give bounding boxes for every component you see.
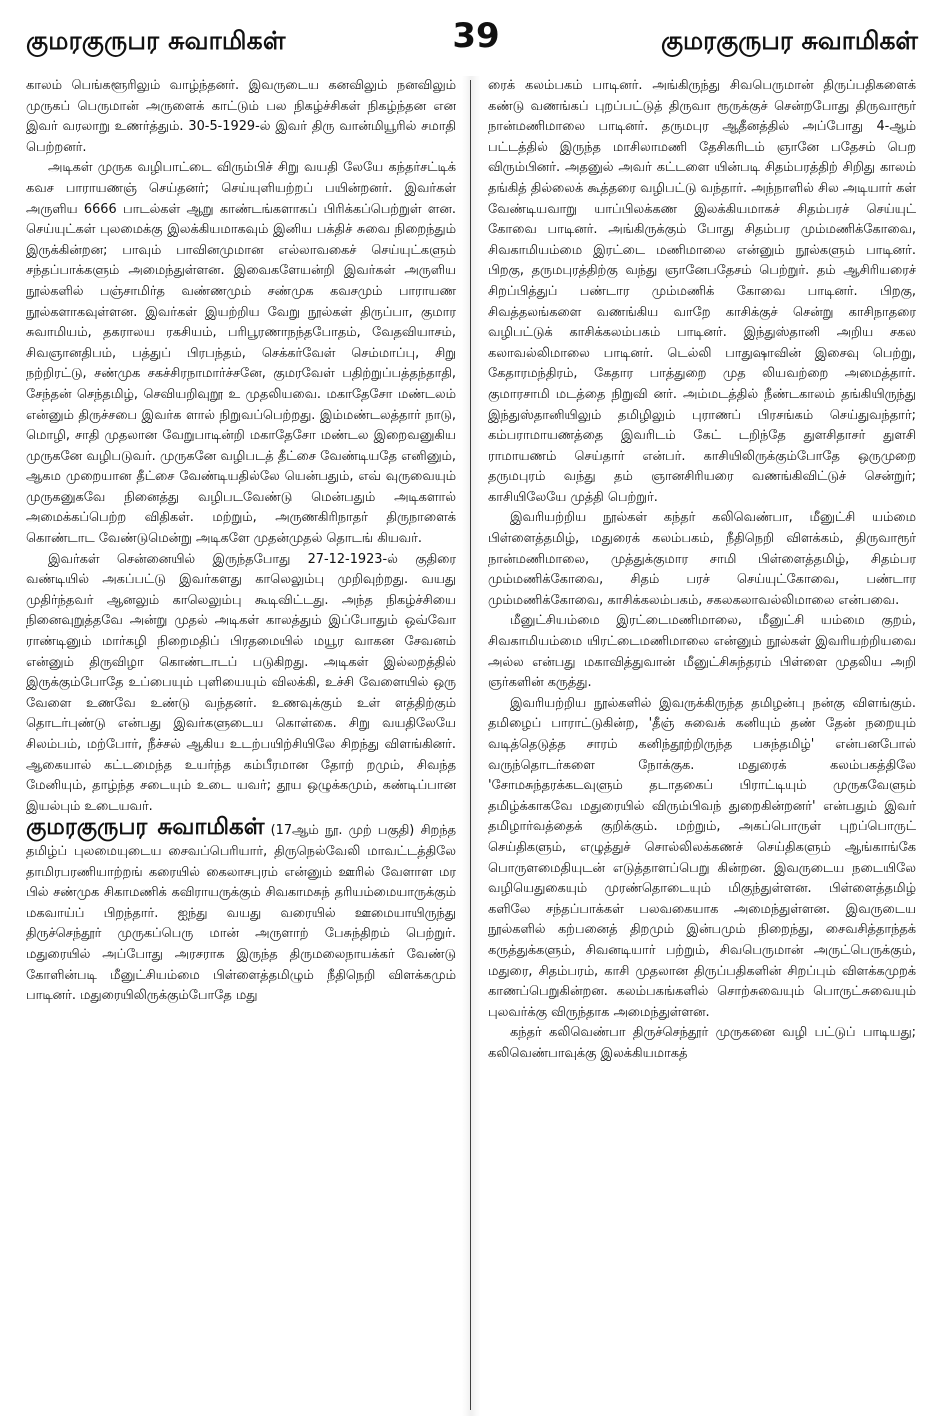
page-number: 39 [452, 16, 500, 56]
paragraph: காலம் பெங்களூரிலும் வாழ்ந்தனர். இவருடைய கனவிலும் நனவிலும் முருகப் பெருமான் அருளைக் காட்டும் பல நிகழ்ச்சிகள் நிகழ்ந்தன என இவர் வரலாறு உணர்த்தும். 30-5-1929-ல் இவர் திரு வான்மியூரில் சமாதி பெற்றனர். [26, 78, 456, 155]
left-column [26, 76, 456, 1007]
running-title-left: குமரகுருபர சுவாமிகள் [26, 26, 286, 55]
page-fold-shadow [462, 76, 480, 1416]
page-header [0, 0, 940, 70]
paragraph: அடிகள் முருக வழிபாட்டை விரும்பிச் சிறு வயதி லேயே கந்தர்சட்டிக் கவச பாராயணஞ் செய்தனர்; செய்யுளியற்றப் பயின்றனர். இவர்கள் அருளிய 6666 பாடல்கள் ஆறு காண்டங்களாகப் பிரிக்கப்பெற்றுள் ளன. செய்யுட்கள் புலமைக்கு இலக்கியமாகவும் இனிய பக்திச் சுவை நிறைந்தும் இருக்கின்றன; பாவும் பாவினமுமான எல்லாவகைச் செய்யுட்களும் சந்தப்பாக்களும் அமைந்துள்ளன. இவைகளேயன்றி இவர்கள் அருளிய நூல்களில் பஞ்சாமிர்த வண்ணமும் சண்முக கவசமும் பாராயண நூல்களாகவுள்ளன. இவர்கள் இயற்றிய வேறு நூல்கள் திருப்பா, குமார சுவாமியம், தகராலய ரகசியம், பரிபூரணாநந்தபோதம், வேதவியாசம், சிவஞானதிபம், பத்துப் பிரபந்தம், செக்கர்வேள் செம்மாப்பு, சிறு நற்றிரட்டு, சண்முக சகச்சிரநாமார்ச்சனே, குமரவேள் பதிற்றுப்பத்தந்தாதி, சேந்தன் செந்தமிழ், செவியறிவுறூ உ முதலியவை. மகாதேசோ மண்டலம் என்னும் திருச்சபை இவர்க ளால் நிறுவப்பெற்றது. இம்மண்டலத்தார் நாடு, மொழி, சாதி முதலான வேறுபாடின்றி மகாதேசோ மண்டல இறைவனுகிய முருகனே வழிபடுவர். முருகனே வழிபடத் தீட்சை வேண்டியதே எனினும், ஆகம முறையான தீட்சை வேண்டியதில்லே யென்பதும், எவ் வுருவையும் முருகனுகவே நினைத்து வழிபடவேண்டு மென்பதும் அடிகளால் அமைக்கப்பெற்ற விதிகள். மற்றும், அருணகிரிநாதர் திருநாளைக் கொண்டாட வேண்டுமென்று அடிகளே முதன்முதல் தொடங் கியவர். [26, 160, 456, 547]
entry-body: (17ஆம் நூ. முற் பகுதி) சிறந்த தமிழ்ப் புலமையுடைய சைவப்பெரியார், திருநெல்வேலி மாவட்டத்திலே தாமிரபரணியாற்றங் கரையில் கைலாசபுரம் என்னும் ஊரில் வேளாள மர பில் சண்முக சிகாமணிக் கவிராயருக்கும் சிவகாமசுந் தரியம்மையாருக்கும் மகவாய்ப் பிறந்தார். ஐந்து வயது வரையில் ஊமையாயிருந்து திருச்செந்தூர் முருகப்பெரு மான் அருளாற் பேசுந்திறம் பெற்றுர். மதுரையில் அப்போது அரசராக இருந்த திருமலைநாயக்கர் வேண்டு கோளின்படி மீனுட்சியம்மை பிள்ளைத்தமிழும் நீதிநெறி விளக்கமும் பாடினர். மதுரையிலிருக்கும்போதே மது [26, 823, 456, 1004]
paragraph: கந்தர் கலிவெண்பா திருச்செந்தூர் முருகனை வழி பட்டுப் பாடியது; கலிவெண்பாவுக்கு இலக்கியமாகத் [488, 1025, 916, 1061]
paragraph: இவர்கள் சென்னையில் இருந்தபோது 27-12-1923-ல் குதிரை வண்டியில் அகப்பட்டு இவர்களது காலெலும்பு முறிவுற்றது. வயது முதிர்ந்தவர் ஆனலும் காலெலும்பு கூடிவிட்டது. அந்த நிகழ்ச்சியை நினைவுறுத்தவே அன்று முதல் அடிகள் காலத்தும் இப்போதும் ஒவ்வோ ராண்டினும் மார்கழி நிறைமதிப் பிரதமையில் மயூர வாகன சேவனம் என்னும் திருவிழா கொண்டாடப் படுகிறது. அடிகள் இல்லறத்தில் இருக்கும்போதே உப்பையும் புளியையும் விலக்கி, உச்சி வேளையில் ஒரு வேளை உணவே உண்டு வந்தனர். உணவுக்கும் உள் ளத்திற்கும் தொடர்புண்டு என்பது இவர்களுடைய கொள்கை. சிறு வயதிலேயே சிலம்பம், மற்போர், நீச்சல் ஆகிய உடற்பயிற்சியிலே சிறந்து விளங்கினர். ஆகையால் கட்டமைந்த உயர்ந்த கம்பீரமான தோற் றமும், சிவந்த மேனியும், தாழ்ந்த சடையும் உடை யவர்; தூய ஒழுக்கமும், கண்டிப்பான இயல்பும் உடையவர். [26, 551, 456, 814]
entry-heading: குமரகுருபர சுவாமிகள் [26, 814, 265, 841]
paragraph: இவரியற்றிய நூல்கள் கந்தர் கலிவெண்பா, மீனுட்சி யம்மை பிள்ளைத்தமிழ், மதுரைக் கலம்பகம், நீதிநெறி விளக்கம், திருவாரூர் நான்மணிமாலை, முத்துக்குமார சாமி பிள்ளைத்தமிழ், சிதம்பர மும்மணிக்கோவை, சிதம் பரச் செய்யுட்கோவை, பண்டார மும்மணிக்கோவை, காசிக்கலம்பகம், சகலகலாவல்லிமாலை என்பவை. [488, 510, 916, 608]
right-column [488, 76, 916, 1065]
paragraph: இவரியற்றிய நூல்களில் இவருக்கிருந்த தமிழன்பு நன்கு விளங்கும். தமிழைப் பாராட்டுகின்ற, 'தீஞ் சுவைக் கனியும் தண் தேன் நறையும் வடித்தெடுத்த சாரம் கனிந்தூற்றிருந்த பசுந்தமிழ்' என்பனபோல் வருந்தொடர்களை நோக்குக. மதுரைக் கலம்பகத்திலே 'சோமசுந்தரக்கடவுளும் தடாதகைப் பிராட்டியும் முருகவேளும் தமிழ்க்காகவே மதுரையில் விரும்பிவந் துறைகின்றனர்' என்பதும் இவர் தமிழார்வத்தைக் குறிக்கும். மற்றும், அகப்பொருள் புறப்பொருட் செய்திகளும், எழுத்துச் சொல்லிலக்கணச் செய்திகளும் ஆங்காங்கே பொருளமைதியுடன் எடுத்தாளப்பெறு கின்றன. இவருடைய நடையிலே வழியெதுகையும் முரண்தொடையும் மிகுந்துள்ளன. பிள்ளைத்தமிழ் களிலே சந்தப்பாக்கள் பலவகையாக அமைந்துள்ளன. இவருடைய நூல்களில் கற்பனைத் திறமும் இன்பமும் நிறைந்து, சைவசித்தாந்தக் கருத்துக்களும், சிவனடியார் பற்றும், சிவபெருமான் அருட்பெருக்கும், மதுரை, சிதம்பரம், காசி முதலான திருப்பதிகளின் சிறப்பும் விளக்கமுறக் காணப்பெறுகின்றன. கலம்பகங்களில் சொற்சுவையும் பொருட்சுவையும் புலவர்க்கு விருந்தாக அமைந்துள்ளன. [488, 695, 916, 1020]
running-title-right: குமரகுருபர சுவாமிகள் [660, 26, 918, 55]
paragraph: மீனுட்சியம்மை இரட்டைமணிமாலை, மீனுட்சி யம்மை குறம், சிவகாமியம்மை யிரட்டைமணிமாலை என்னும் நூல்கள் இவரியற்றியவை அல்ல என்பது மகாவித்துவான் மீனுட்சிசுந்தரம் பிள்ளை முதலிய அறி ஞர்களின் கருத்து. [488, 613, 916, 691]
entry-paragraph [26, 814, 456, 1006]
paragraph: ரைக் கலம்பகம் பாடினர். அங்கிருந்து சிவபெருமான் திருப்பதிகளைக் கண்டு வணங்கப் புறப்பட்டுத் திருவா ரூருக்குச் சென்றபோது திருவாரூர் நான்மணிமாலை பாடினர். தருமபுர ஆதீனத்தில் அப்போது 4-ஆம் பட்டத்தில் இருந்த மாசிலாமணி தேசிகரிடம் ஞானே பதேசம் பெற விரும்பினர். அதனுல் அவர் கட்டளை யின்படி சிதம்பரத்திற் சிறிது காலம் தங்கித் தில்லைக் கூத்தரை வழிபட்டு வந்தார். அந்நாளில் சில அடியார் கள் வேண்டியவாறு யாப்பிலக்கண இலக்கியமாகச் சிதம்பரச் செய்யுட் கோவை பாடினர். அங்கிருக்கும் போது சிதம்பர மும்மணிக்கோவை, சிவகாமியம்மை இரட்டை மணிமாலை என்னும் நூல்களும் பாடினர். பிறகு, தருமபுரத்திற்கு வந்து ஞானேபதேசம் பெற்றுர். தம் ஆசிரியரைச் சிறப்பித்துப் பண்டார மும்மணிக் கோவை பாடினர். பிறகு, சிவத்தலங்களை வணங்கிய வாறே காசிக்குச் சென்று காசிநாதரை வழிபட்டுக் காசிக்கலம்பகம் பாடினர். இந்துஸ்தானி அறிய சகல கலாவல்லிமாலை பாடினர். டெல்லி பாதுஷாவின் இசைவு பெற்று, கேதாரமந்திரம், கேதார பாத்துறை முத லியவற்றை அமைத்தார். குமாரசாமி மடத்தை நிறுவி னர். அம்மடத்தில் நீண்டகாலம் தங்கியிருந்து இந்துஸ்தானியிலும் தமிழிலும் புராணப் பிரசங்கம் செய்துவந்தார்; கம்பராமாயணத்தை இவரிடம் கேட் டறிந்தே துளசிதாசர் துளசி ராமாயணம் செய்தார் என்பர். காசியிலிருக்கும்போதே ஒருமுறை தருமபுரம் வந்து தம் ஞானசிரியரை வணங்கிவிட்டுச் சென்றுர்; காசியிலேயே முத்தி பெற்றுர். [488, 78, 916, 505]
